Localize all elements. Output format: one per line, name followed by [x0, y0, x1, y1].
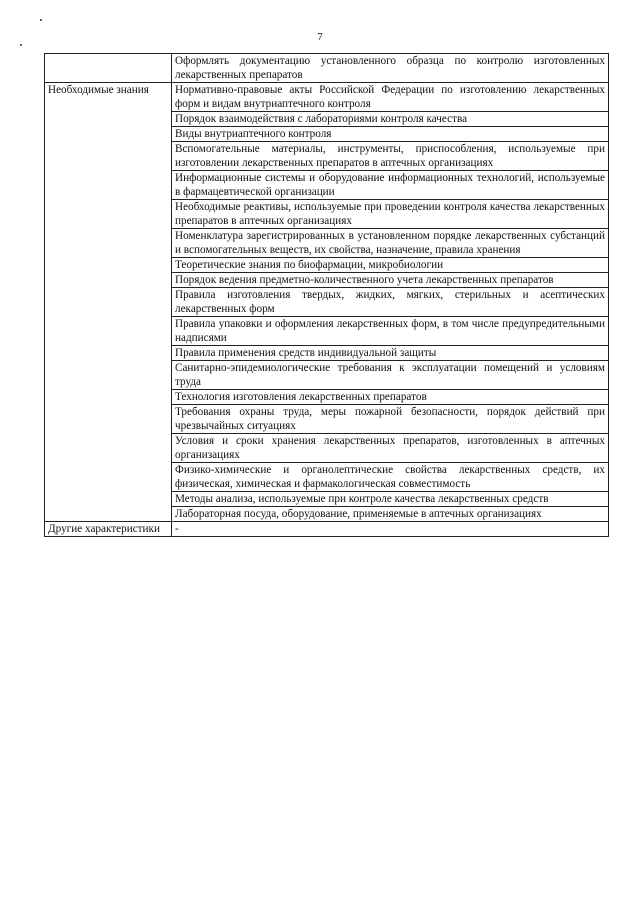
- cell-text: Порядок ведения предметно-количественного учета лекарственных препаратов: [175, 274, 554, 286]
- cell-text: Физико-химические и органолептические свойства лекарственных средств, их физическая, химическая и фармакологическая совместимость: [175, 464, 605, 490]
- table-cell: [172, 200, 609, 229]
- cell-text: Виды внутриаптечного контроля: [175, 128, 332, 140]
- cell-text: Лабораторная посуда, оборудование, применяемые в аптечных организациях: [175, 508, 542, 520]
- cell-text: Номенклатура зарегистрированных в установленном порядке лекарственных субстанций и вспомогательных веществ, их свойства, назначение, правила хранения: [175, 230, 605, 256]
- cell-text: Требования охраны труда, меры пожарной безопасности, порядок действий при чрезвычайных ситуациях: [175, 406, 605, 432]
- table-cell: [172, 346, 609, 361]
- cell-text: Информационные системы и оборудование информационных технологий, используемые в фармацевтической организации: [175, 172, 605, 198]
- cell-text: Правила изготовления твердых, жидких, мягких, стерильных и асептических лекарственных форм: [175, 289, 605, 315]
- table-cell: [172, 127, 609, 142]
- table-cell: [172, 361, 609, 390]
- table-row: [45, 522, 609, 537]
- row-label: Необходимые знания: [48, 84, 149, 96]
- empty-label-cell: [45, 54, 172, 83]
- table-cell: [172, 522, 609, 537]
- table-cell: [172, 463, 609, 492]
- table-cell: [172, 434, 609, 463]
- table-cell: [172, 390, 609, 405]
- table-row: [45, 83, 609, 112]
- cell-text: Необходимые реактивы, используемые при проведении контроля качества лекарственных препаратов в аптечных организациях: [175, 201, 605, 227]
- other-label-cell: [45, 522, 172, 537]
- cell-text: Порядок взаимодействия с лабораториями контроля качества: [175, 113, 468, 125]
- cell-text: Методы анализа, используемые при контроле качества лекарственных средств: [175, 493, 549, 505]
- table-cell: [172, 171, 609, 200]
- table-cell: [172, 317, 609, 346]
- cell-text: Теоретические знания по биофармации, микробиологии: [175, 259, 444, 271]
- table-cell: [172, 273, 609, 288]
- cell-text: -: [175, 523, 179, 535]
- table-cell: [172, 54, 609, 83]
- row-label: Другие характеристики: [48, 523, 160, 535]
- scan-dot: [40, 19, 42, 21]
- table-cell: [172, 112, 609, 127]
- table-cell: [172, 142, 609, 171]
- cell-text: Вспомогательные материалы, инструменты, приспособления, используемые при изготовлении лекарственных препаратов в аптечных организациях: [175, 143, 605, 169]
- page-number: 7: [317, 31, 323, 43]
- table-row: [45, 54, 609, 83]
- requirements-table: [44, 53, 609, 537]
- table-cell: [172, 507, 609, 522]
- cell-text: Условия и сроки хранения лекарственных препаратов, изготовленных в аптечных организациях: [175, 435, 605, 461]
- cell-text: Оформлять документацию установленного образца по контролю изготовленных лекарственных препаратов: [175, 55, 605, 81]
- table-cell: [172, 229, 609, 258]
- cell-text: Технология изготовления лекарственных препаратов: [175, 391, 427, 403]
- knowledge-label-cell: [45, 83, 172, 522]
- scan-dot: [20, 44, 22, 46]
- cell-text: Правила упаковки и оформления лекарственных форм, в том числе предупредительными надписями: [175, 318, 605, 344]
- table-cell: [172, 492, 609, 507]
- cell-text: Нормативно-правовые акты Российской Федерации по изготовлению лекарственных форм и видам внутриаптечного контроля: [175, 84, 605, 110]
- cell-text: Санитарно-эпидемиологические требования к эксплуатации помещений и условиям труда: [175, 362, 605, 388]
- cell-text: Правила применения средств индивидуальной защиты: [175, 347, 437, 359]
- table-cell: [172, 288, 609, 317]
- table-cell: [172, 258, 609, 273]
- table-cell: [172, 405, 609, 434]
- table-cell: [172, 83, 609, 112]
